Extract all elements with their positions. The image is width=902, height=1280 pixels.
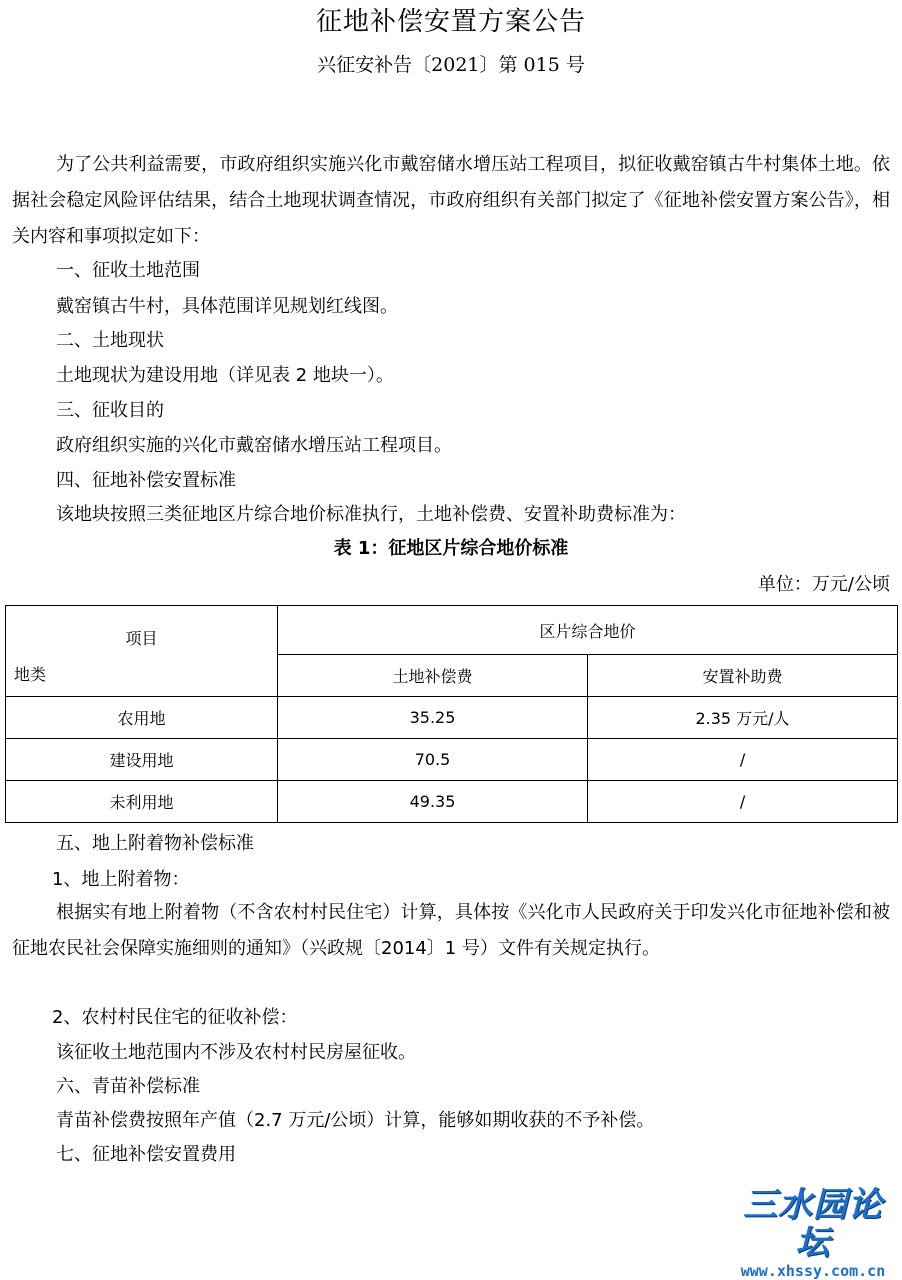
section-1-body: 戴窑镇古牛村，具体范围详见规划红线图。 [56,296,398,317]
row-resettlement-subsidy: / [588,739,898,781]
section-5-heading: 五、地上附着物补偿标准 [56,833,254,854]
header-group: 区片综合地价 [278,606,898,655]
section-5-2-heading: 2、农村村民住宅的征收补偿： [52,1007,298,1028]
section-2-body: 土地现状为建设用地（详见表 2 地块一）。 [56,365,394,386]
table-row [6,739,898,781]
section-6-heading: 六、青苗补偿标准 [56,1076,200,1097]
section-4-body: 该地块按照三类征地区片综合地价标准执行，土地补偿费、安置补助费标准为： [56,504,686,525]
header-item-kind-cell [6,606,278,697]
table-row [6,781,898,823]
section-3-heading: 三、征收目的 [56,400,164,421]
row-land-compensation: 35.25 [278,697,588,739]
table-caption: 表 1：征地区片综合地价标准 [333,538,569,559]
header-item: 项目 [125,629,158,648]
land-price-table [5,605,898,823]
watermark-url: www.xhssy.com.cn [740,1262,886,1280]
section-1-heading: 一、征收土地范围 [56,260,200,281]
header-land-compensation: 土地补偿费 [278,655,588,697]
table-unit: 单位：万元/公顷 [757,574,890,595]
row-kind: 农用地 [6,697,278,739]
section-5-2-body: 该征收土地范围内不涉及农村村民房屋征收。 [56,1042,416,1063]
row-resettlement-subsidy: / [588,781,898,823]
section-5-1-heading: 1、地上附着物： [52,869,190,890]
row-kind: 建设用地 [6,739,278,781]
section-2-heading: 二、土地现状 [56,330,164,351]
table-row [6,697,898,739]
row-kind: 未利用地 [6,781,278,823]
header-kind: 地类 [14,665,47,684]
row-land-compensation: 49.35 [278,781,588,823]
document-number: 兴征安补告〔2021〕第 015 号 [317,54,585,76]
section-7-heading: 七、征地补偿安置费用 [56,1144,236,1165]
section-4-heading: 四、征地补偿安置标准 [56,470,236,491]
watermark-name: 三水园论坛 [743,1185,883,1263]
section-6-body: 青苗补偿费按照年产值（2.7 万元/公顷）计算，能够如期收获的不予补偿。 [56,1110,655,1131]
section-5-1-body: 根据实有地上附着物（不含农村村民住宅）计算，具体按《兴化市人民政府关于印发兴化市征地补偿和被征地农民社会保障实施细则的通知》（兴政规〔2014〕1 号）文件有关规定执行。 [12,902,890,959]
row-land-compensation: 70.5 [278,739,588,781]
intro-paragraph: 为了公共利益需要，市政府组织实施兴化市戴窑储水增压站工程项目，拟征收戴窑镇古牛村集体土地。依据社会稳定风险评估结果，结合土地现状调查情况，市政府组织有关部门拟定了《征地补偿安置方案公告》，相关内容和事项拟定如下： [12,154,890,247]
row-resettlement-subsidy: 2.35 万元/人 [588,697,898,739]
forum-watermark-logo [728,1186,898,1280]
section-3-body: 政府组织实施的兴化市戴窑储水增压站工程项目。 [56,435,452,456]
header-resettlement-subsidy: 安置补助费 [588,655,898,697]
document-title: 征地补偿安置方案公告 [315,7,586,37]
